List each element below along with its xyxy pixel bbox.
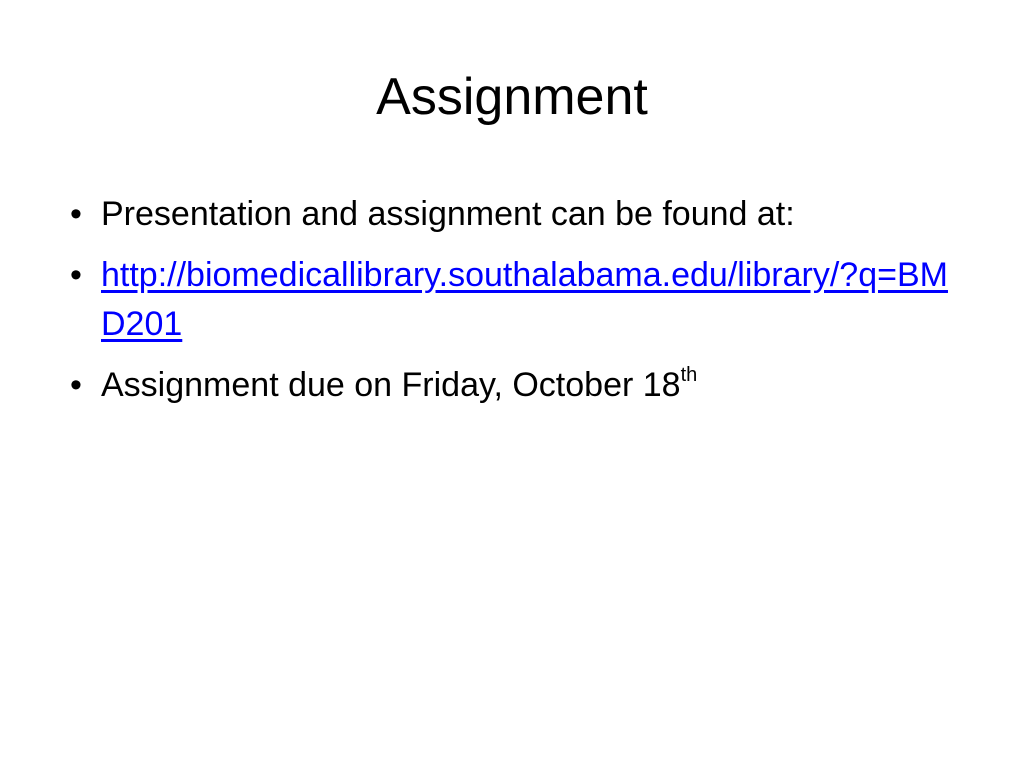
bullet-icon: • [70,256,82,294]
assignment-link[interactable]: http://biomedicallibrary.southalabama.edu/library/?q=BMD201 [101,256,948,343]
bullet-item-presentation [70,190,950,239]
bullet-list [70,190,950,422]
ordinal-suffix: th [680,364,698,386]
bullet-item-link [70,251,950,349]
bullet-icon: • [70,195,82,233]
bullet-icon: • [70,366,82,404]
due-date-text: Assignment due on Friday, October 18 [101,366,681,404]
slide-title: Assignment [376,68,648,126]
bullet-item-due-date [70,361,950,410]
bullet-text: Presentation and assignment can be found at: [101,195,795,233]
